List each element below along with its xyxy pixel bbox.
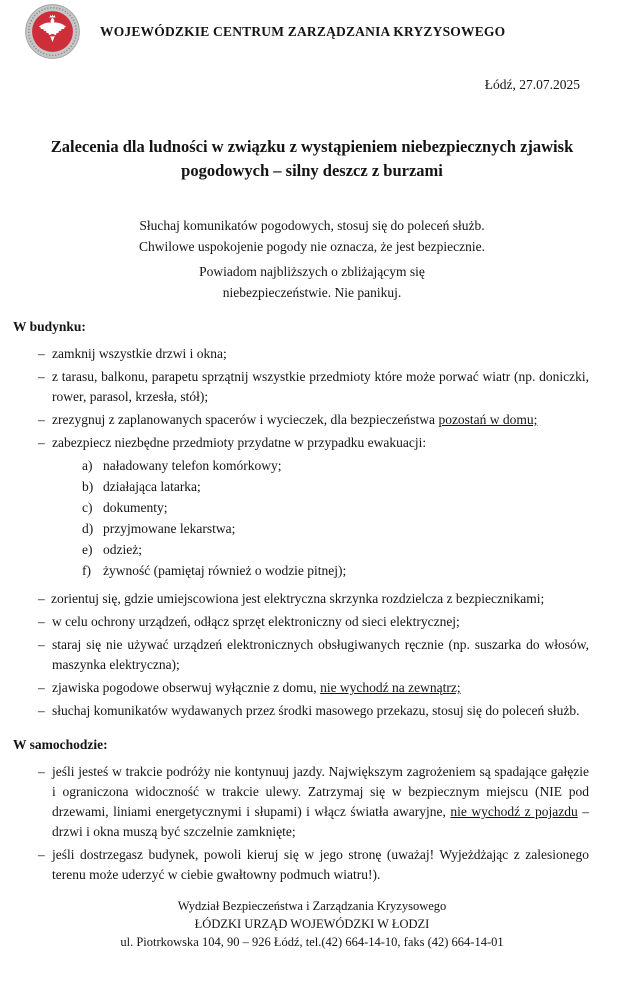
plain-text: zamknij wszystkie drzwi i okna; — [52, 346, 227, 361]
item-text — [52, 346, 227, 361]
list-item — [38, 678, 589, 698]
dash-marker: – — [38, 435, 45, 450]
dash-marker: – — [38, 369, 45, 384]
letter-marker: a) — [82, 458, 93, 473]
dash-marker: – — [38, 680, 45, 695]
list-item — [38, 612, 589, 632]
dash-marker: – — [38, 591, 45, 606]
section-heading: W samochodzie: — [13, 737, 108, 752]
intro-line: Chwilowe uspokojenie pogody nie oznacza, że jest bezpiecznie. — [139, 239, 485, 254]
intro-line: niebezpieczeństwie. Nie panikuj. — [222, 285, 402, 300]
item-text — [51, 591, 544, 606]
sub-list-item — [38, 519, 589, 539]
plain-text: w celu ochrony urządzeń, odłącz sprzęt elektroniczny od sieci elektrycznej; — [52, 614, 460, 629]
list-item — [38, 845, 589, 885]
item-text — [52, 680, 461, 695]
bullet-list — [38, 762, 589, 885]
item-text — [52, 764, 589, 839]
sub-list-item — [38, 540, 589, 560]
intro-paragraph-1 — [0, 215, 624, 257]
letter-marker: f) — [82, 563, 91, 578]
plain-text: zorientuj się, gdzie umiejscowiona jest elektryczna skrzynka rozdzielcza z bezpiecznikami; — [51, 591, 545, 606]
plain-text: zjawiska pogodowe obserwuj wyłącznie z domu, — [52, 680, 321, 695]
plain-text: dokumenty; — [103, 500, 168, 515]
dash-marker: – — [38, 637, 45, 652]
list-item — [38, 589, 589, 609]
dash-marker: – — [38, 614, 45, 629]
intro-line: Powiadom najbliższych o zbliżającym się — [199, 264, 425, 279]
sub-list-item — [38, 456, 589, 476]
plain-text: staraj się nie używać urządzeń elektronicznych obsługiwanych ręcznie (np. suszarka do włosów, maszynka elektryczna); — [52, 637, 589, 672]
intro-line: Słuchaj komunikatów pogodowych, stosuj się do poleceń służb. — [139, 218, 485, 233]
bullet-list — [38, 344, 589, 721]
plain-text: z tarasu, balkonu, parapetu sprzątnij wszystkie przedmioty które może porwać wiatr (np. doniczki, rower, parasol, krzesła, stół); — [52, 369, 589, 404]
item-text — [103, 479, 201, 494]
footer-department-line: Wydział Bezpieczeństwa i Zarządzania Kryzysowego — [177, 899, 447, 913]
plain-text: zabezpiecz niezbędne przedmioty przydatne w przypadku ewakuacji: — [52, 435, 427, 450]
list-item — [38, 344, 589, 364]
underlined-text: pozostań w domu; — [438, 412, 538, 427]
plain-text: przyjmowane lekarstwa; — [103, 521, 236, 536]
document-header — [0, 0, 624, 60]
intro-paragraph-2 — [0, 261, 624, 303]
sub-list-item — [38, 561, 589, 581]
plain-text: jeśli dostrzegasz budynek, powoli kieruj się w jego stronę (uważaj! Wyjeżdżając z zalesionego terenu może uderzyć w ciebie gwałtowny podmuch wiatru!). — [52, 847, 589, 882]
plain-text: odzież; — [103, 542, 142, 557]
item-text — [52, 847, 589, 882]
list-item — [38, 433, 589, 453]
letter-marker: e) — [82, 542, 93, 557]
dash-marker: – — [38, 847, 45, 862]
item-text — [52, 614, 460, 629]
title-line-1: Zalecenia dla ludności w związku z wystąpieniem niebezpiecznych zjawisk — [50, 137, 574, 156]
list-item — [38, 410, 589, 430]
sections-container — [0, 317, 624, 885]
organization-name: WOJEWÓDZKIE CENTRUM ZARZĄDZANIA KRYZYSOWEGO — [100, 23, 506, 39]
section — [0, 735, 624, 885]
item-text — [52, 412, 537, 427]
list-item — [38, 762, 589, 842]
title-line-2: pogodowych – silny deszcz z burzami — [181, 161, 443, 180]
item-text — [52, 637, 589, 672]
plain-text: – drzwi i okna muszą być szczelnie zamknięte; — [52, 804, 590, 839]
plain-text: słuchaj komunikatów wydawanych przez środki masowego przekazu, stosuj się do poleceń służb. — [52, 703, 580, 718]
dash-marker: – — [38, 764, 45, 779]
document-title — [20, 135, 604, 183]
plain-text: działająca latarka; — [103, 479, 201, 494]
letter-marker: c) — [82, 500, 93, 515]
document-footer — [0, 897, 624, 951]
dash-marker: – — [38, 703, 45, 718]
polish-eagle-seal — [24, 3, 81, 60]
plain-text: naładowany telefon komórkowy; — [103, 458, 282, 473]
sub-list-item — [38, 498, 589, 518]
item-text — [103, 500, 168, 515]
item-text — [52, 435, 426, 450]
underlined-text: nie wychodź na zewnątrz; — [320, 680, 461, 695]
list-item — [38, 367, 589, 407]
plain-text: zrezygnuj z zaplanowanych spacerów i wycieczek, dla bezpieczeństwa — [52, 412, 439, 427]
polish-eagle-emblem-icon — [24, 3, 81, 60]
item-text — [103, 542, 142, 557]
list-item — [38, 701, 589, 721]
item-text — [103, 458, 281, 473]
section-heading: W budynku: — [13, 319, 86, 334]
dash-marker: – — [38, 412, 45, 427]
item-text — [103, 563, 346, 578]
sub-list-item — [38, 477, 589, 497]
item-text — [52, 703, 579, 718]
section — [0, 317, 624, 721]
plain-text: żywność (pamiętaj również o wodzie pitnej); — [103, 563, 347, 578]
item-text — [103, 521, 235, 536]
place-date-line: Łódź, 27.07.2025 — [484, 77, 580, 92]
footer-address-line: ul. Piotrkowska 104, 90 – 926 Łódź, tel.(42) 664-14-10, faks (42) 664-14-01 — [120, 935, 504, 949]
letter-marker: d) — [82, 521, 94, 536]
letter-marker: b) — [82, 479, 94, 494]
dash-marker: – — [38, 346, 45, 361]
underlined-text: nie wychodź z pojazdu — [450, 804, 578, 819]
list-item — [38, 635, 589, 675]
footer-office-line: ŁÓDZKI URZĄD WOJEWÓDZKI W ŁODZI — [194, 917, 430, 931]
plain-text: jeśli jesteś w trakcie podróży nie kontynuuj jazdy. Największym zagrożeniem są spadające gałęzie i ograniczona widoczność w trakcie ulewy. Zatrzymaj się w bezpiecznym miejscu (NIE pod drzewami, liniami energetycznymi i słupami) i włącz światła awaryjne, — [52, 764, 589, 819]
item-text — [52, 369, 589, 404]
